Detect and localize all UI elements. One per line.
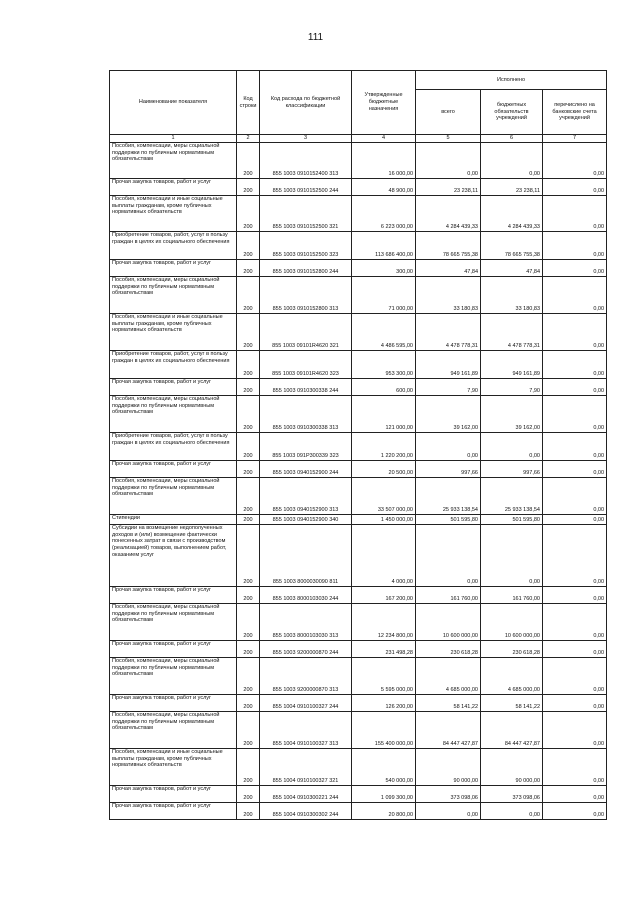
- row-budget-code: 855 1004 0910100327 244: [260, 695, 352, 712]
- row-budget-obligations: 4 478 778,31: [481, 314, 543, 351]
- row-total: 501 595,80: [416, 515, 481, 525]
- row-name: Прочая закупка товаров, работ и услуг: [110, 587, 237, 604]
- row-total: 373 098,06: [416, 786, 481, 803]
- row-budget-code: 855 1003 0910152800 244: [260, 260, 352, 277]
- row-budget-obligations: 84 447 427,87: [481, 712, 543, 749]
- row-transferred: 0,00: [543, 196, 607, 232]
- row-budget-obligations: 501 595,80: [481, 515, 543, 525]
- row-transferred: 0,00: [543, 314, 607, 351]
- header-transferred: перечислено на банковские счета учреждений: [543, 90, 607, 135]
- row-budget-code: 855 1003 0910152400 313: [260, 143, 352, 179]
- row-approved: 121 000,00: [352, 396, 416, 433]
- row-budget-code: 855 1003 0910300338 313: [260, 396, 352, 433]
- row-transferred: 0,00: [543, 658, 607, 695]
- budget-execution-table: [109, 70, 607, 820]
- row-total: 7,90: [416, 379, 481, 396]
- row-total: 161 760,00: [416, 587, 481, 604]
- row-transferred: 0,00: [543, 179, 607, 196]
- row-approved: 1 099 300,00: [352, 786, 416, 803]
- row-approved: 540 000,00: [352, 749, 416, 786]
- row-approved: 48 900,00: [352, 179, 416, 196]
- row-line-code: 200: [237, 786, 260, 803]
- row-budget-obligations: 373 098,06: [481, 786, 543, 803]
- row-budget-obligations: 4 685 000,00: [481, 658, 543, 695]
- row-approved: 4 000,00: [352, 525, 416, 587]
- row-line-code: 200: [237, 351, 260, 379]
- row-approved: 12 234 800,00: [352, 604, 416, 641]
- table-row: [110, 277, 607, 314]
- row-name: Приобретение товаров, работ, услуг в пользу граждан в целях их социального обеспечения: [110, 232, 237, 260]
- row-budget-code: 855 1004 0910300302 244: [260, 803, 352, 820]
- row-total: 39 162,00: [416, 396, 481, 433]
- row-budget-code: 855 1003 8000103030 313: [260, 604, 352, 641]
- row-budget-obligations: 997,66: [481, 461, 543, 478]
- row-name: Пособия, компенсации и иные социальные выплаты гражданам, кроме публичных нормативных обязательств: [110, 314, 237, 351]
- row-approved: 231 498,28: [352, 641, 416, 658]
- row-budget-obligations: 949 161,89: [481, 351, 543, 379]
- column-number: 6: [481, 135, 543, 143]
- row-total: 0,00: [416, 143, 481, 179]
- row-line-code: 200: [237, 461, 260, 478]
- row-transferred: 0,00: [543, 604, 607, 641]
- row-name: Прочая закупка товаров, работ и услуг: [110, 461, 237, 478]
- row-line-code: 200: [237, 658, 260, 695]
- row-line-code: 200: [237, 695, 260, 712]
- row-budget-obligations: 0,00: [481, 525, 543, 587]
- table-row: [110, 232, 607, 260]
- row-name: Прочая закупка товаров, работ и услуг: [110, 260, 237, 277]
- row-line-code: 200: [237, 749, 260, 786]
- row-approved: 113 686 400,00: [352, 232, 416, 260]
- row-total: 949 161,89: [416, 351, 481, 379]
- row-line-code: 200: [237, 379, 260, 396]
- row-total: 84 447 427,87: [416, 712, 481, 749]
- row-line-code: 200: [237, 433, 260, 461]
- row-approved: 155 400 000,00: [352, 712, 416, 749]
- header-approved: Утвержденные бюджетные назначения: [352, 71, 416, 135]
- row-line-code: 200: [237, 314, 260, 351]
- row-budget-obligations: 10 600 000,00: [481, 604, 543, 641]
- row-budget-obligations: 4 284 439,33: [481, 196, 543, 232]
- row-transferred: 0,00: [543, 786, 607, 803]
- row-budget-obligations: 230 618,28: [481, 641, 543, 658]
- row-name: Субсидии на возмещение недополученных доходов и (или) возмещение фактически понесенных затрат в связи с производством (реализацией) товаров, выполнением работ, оказанием услуг: [110, 525, 237, 587]
- row-name: Пособия, компенсации и иные социальные выплаты гражданам, кроме публичных нормативных обязательств: [110, 196, 237, 232]
- row-total: 230 618,28: [416, 641, 481, 658]
- table-row: [110, 604, 607, 641]
- table-row: [110, 143, 607, 179]
- table-row: [110, 658, 607, 695]
- row-transferred: 0,00: [543, 396, 607, 433]
- row-transferred: 0,00: [543, 379, 607, 396]
- table-row: [110, 433, 607, 461]
- row-name: Пособия, компенсации и иные социальные выплаты гражданам, кроме публичных нормативных обязательств: [110, 749, 237, 786]
- table-row: [110, 786, 607, 803]
- row-approved: 300,00: [352, 260, 416, 277]
- table-row: [110, 396, 607, 433]
- row-approved: 6 223 000,00: [352, 196, 416, 232]
- row-name: Стипендии: [110, 515, 237, 525]
- row-transferred: 0,00: [543, 515, 607, 525]
- column-number: 3: [260, 135, 352, 143]
- row-name: Пособия, компенсации, меры социальной поддержки по публичным нормативным обязательствам: [110, 396, 237, 433]
- row-total: 997,66: [416, 461, 481, 478]
- table-row: [110, 641, 607, 658]
- row-budget-obligations: 161 760,00: [481, 587, 543, 604]
- row-name: Пособия, компенсации, меры социальной поддержки по публичным нормативным обязательствам: [110, 143, 237, 179]
- row-budget-obligations: 90 000,00: [481, 749, 543, 786]
- row-budget-code: 855 1003 0910152800 313: [260, 277, 352, 314]
- row-approved: 600,00: [352, 379, 416, 396]
- row-budget-obligations: 0,00: [481, 803, 543, 820]
- row-budget-code: 855 1004 0910100327 313: [260, 712, 352, 749]
- row-budget-obligations: 39 162,00: [481, 396, 543, 433]
- row-budget-code: 855 1003 0910152500 321: [260, 196, 352, 232]
- row-budget-obligations: 23 238,11: [481, 179, 543, 196]
- row-approved: 126 200,00: [352, 695, 416, 712]
- row-line-code: 200: [237, 515, 260, 525]
- row-name: Прочая закупка товаров, работ и услуг: [110, 379, 237, 396]
- row-total: 4 685 000,00: [416, 658, 481, 695]
- row-line-code: 200: [237, 587, 260, 604]
- row-total: 47,84: [416, 260, 481, 277]
- row-name: Приобретение товаров, работ, услуг в пользу граждан в целях их социального обеспечения: [110, 351, 237, 379]
- table-row: [110, 461, 607, 478]
- table-row: [110, 587, 607, 604]
- table-row: [110, 260, 607, 277]
- row-approved: 16 000,00: [352, 143, 416, 179]
- row-name: Прочая закупка товаров, работ и услуг: [110, 695, 237, 712]
- column-number: 1: [110, 135, 237, 143]
- row-approved: 1 450 000,00: [352, 515, 416, 525]
- header-line-code: Код строки: [237, 71, 260, 135]
- header-executed: Исполнено: [416, 71, 607, 90]
- table-row: [110, 515, 607, 525]
- row-budget-obligations: 0,00: [481, 143, 543, 179]
- row-budget-obligations: 78 665 755,38: [481, 232, 543, 260]
- row-line-code: 200: [237, 196, 260, 232]
- row-total: 10 600 000,00: [416, 604, 481, 641]
- row-transferred: 0,00: [543, 587, 607, 604]
- row-line-code: 200: [237, 712, 260, 749]
- row-line-code: 200: [237, 260, 260, 277]
- row-name: Пособия, компенсации, меры социальной поддержки по публичным нормативным обязательствам: [110, 277, 237, 314]
- table-row: [110, 525, 607, 587]
- header-budget-obligations: бюджетных обязательств учреждений: [481, 90, 543, 135]
- row-line-code: 200: [237, 478, 260, 515]
- row-total: 0,00: [416, 803, 481, 820]
- page-number: 111: [307, 32, 324, 43]
- table-row: [110, 749, 607, 786]
- row-total: 4 478 778,31: [416, 314, 481, 351]
- row-name: Пособия, компенсации, меры социальной поддержки по публичным нормативным обязательствам: [110, 478, 237, 515]
- row-line-code: 200: [237, 396, 260, 433]
- column-number: 5: [416, 135, 481, 143]
- row-budget-obligations: 33 180,83: [481, 277, 543, 314]
- row-approved: 4 486 595,00: [352, 314, 416, 351]
- row-transferred: 0,00: [543, 260, 607, 277]
- row-transferred: 0,00: [543, 641, 607, 658]
- row-name: Прочая закупка товаров, работ и услуг: [110, 786, 237, 803]
- row-line-code: 200: [237, 803, 260, 820]
- row-approved: 953 300,00: [352, 351, 416, 379]
- table-row: [110, 478, 607, 515]
- row-line-code: 200: [237, 143, 260, 179]
- table-row: [110, 803, 607, 820]
- row-budget-code: 855 1003 09101R4620 321: [260, 314, 352, 351]
- row-budget-code: 855 1003 8000030090 811: [260, 525, 352, 587]
- row-transferred: 0,00: [543, 461, 607, 478]
- row-total: 25 933 138,54: [416, 478, 481, 515]
- row-transferred: 0,00: [543, 351, 607, 379]
- row-approved: 1 220 200,00: [352, 433, 416, 461]
- row-budget-code: 855 1003 0940152900 244: [260, 461, 352, 478]
- row-approved: 71 000,00: [352, 277, 416, 314]
- header-budget-code: Код расхода по бюджетной классификации: [260, 71, 352, 135]
- column-number: 4: [352, 135, 416, 143]
- row-approved: 20 500,00: [352, 461, 416, 478]
- row-budget-code: 855 1003 091P300339 323: [260, 433, 352, 461]
- row-transferred: 0,00: [543, 525, 607, 587]
- row-budget-obligations: 25 933 138,54: [481, 478, 543, 515]
- row-line-code: 200: [237, 641, 260, 658]
- row-budget-code: 855 1003 0910152500 323: [260, 232, 352, 260]
- row-budget-code: 855 1003 0940152900 340: [260, 515, 352, 525]
- row-budget-code: 855 1003 0910152500 244: [260, 179, 352, 196]
- row-total: 58 141,22: [416, 695, 481, 712]
- row-transferred: 0,00: [543, 433, 607, 461]
- row-name: Прочая закупка товаров, работ и услуг: [110, 641, 237, 658]
- row-line-code: 200: [237, 604, 260, 641]
- table-row: [110, 314, 607, 351]
- row-budget-obligations: 47,84: [481, 260, 543, 277]
- column-number: 7: [543, 135, 607, 143]
- row-name: Пособия, компенсации, меры социальной поддержки по публичным нормативным обязательствам: [110, 712, 237, 749]
- row-total: 90 000,00: [416, 749, 481, 786]
- row-transferred: 0,00: [543, 277, 607, 314]
- row-budget-obligations: 58 141,22: [481, 695, 543, 712]
- row-line-code: 200: [237, 232, 260, 260]
- header-name: Наименование показателя: [110, 71, 237, 135]
- row-budget-code: 855 1003 9200000870 313: [260, 658, 352, 695]
- table-row: [110, 179, 607, 196]
- row-transferred: 0,00: [543, 232, 607, 260]
- row-total: 0,00: [416, 525, 481, 587]
- table-row: [110, 695, 607, 712]
- table-row: [110, 379, 607, 396]
- row-total: 33 180,83: [416, 277, 481, 314]
- row-transferred: 0,00: [543, 143, 607, 179]
- row-transferred: 0,00: [543, 749, 607, 786]
- row-budget-code: 855 1004 0910300221 244: [260, 786, 352, 803]
- row-transferred: 0,00: [543, 478, 607, 515]
- row-transferred: 0,00: [543, 803, 607, 820]
- header-total: всего: [416, 90, 481, 135]
- row-budget-code: 855 1003 9200000870 244: [260, 641, 352, 658]
- row-name: Пособия, компенсации, меры социальной поддержки по публичным нормативным обязательствам: [110, 658, 237, 695]
- row-total: 0,00: [416, 433, 481, 461]
- row-budget-obligations: 7,90: [481, 379, 543, 396]
- table-row: [110, 196, 607, 232]
- row-name: Прочая закупка товаров, работ и услуг: [110, 803, 237, 820]
- row-transferred: 0,00: [543, 712, 607, 749]
- row-budget-code: 855 1003 8000103030 244: [260, 587, 352, 604]
- row-line-code: 200: [237, 277, 260, 314]
- row-budget-code: 855 1004 0910100327 321: [260, 749, 352, 786]
- table-row: [110, 351, 607, 379]
- row-budget-code: 855 1003 0910300338 244: [260, 379, 352, 396]
- table-row: [110, 712, 607, 749]
- row-approved: 5 595 000,00: [352, 658, 416, 695]
- row-name: Прочая закупка товаров, работ и услуг: [110, 179, 237, 196]
- row-budget-code: 855 1003 0940152900 313: [260, 478, 352, 515]
- row-budget-obligations: 0,00: [481, 433, 543, 461]
- column-number-row: [110, 135, 607, 143]
- row-total: 4 284 439,33: [416, 196, 481, 232]
- row-line-code: 200: [237, 179, 260, 196]
- row-transferred: 0,00: [543, 695, 607, 712]
- row-total: 23 238,11: [416, 179, 481, 196]
- column-number: 2: [237, 135, 260, 143]
- row-line-code: 200: [237, 525, 260, 587]
- row-name: Приобретение товаров, работ, услуг в пользу граждан в целях их социального обеспечения: [110, 433, 237, 461]
- row-approved: 20 800,00: [352, 803, 416, 820]
- row-budget-code: 855 1003 09101R4620 323: [260, 351, 352, 379]
- row-name: Пособия, компенсации, меры социальной поддержки по публичным нормативным обязательствам: [110, 604, 237, 641]
- row-total: 78 665 755,38: [416, 232, 481, 260]
- row-approved: 167 200,00: [352, 587, 416, 604]
- row-approved: 33 507 000,00: [352, 478, 416, 515]
